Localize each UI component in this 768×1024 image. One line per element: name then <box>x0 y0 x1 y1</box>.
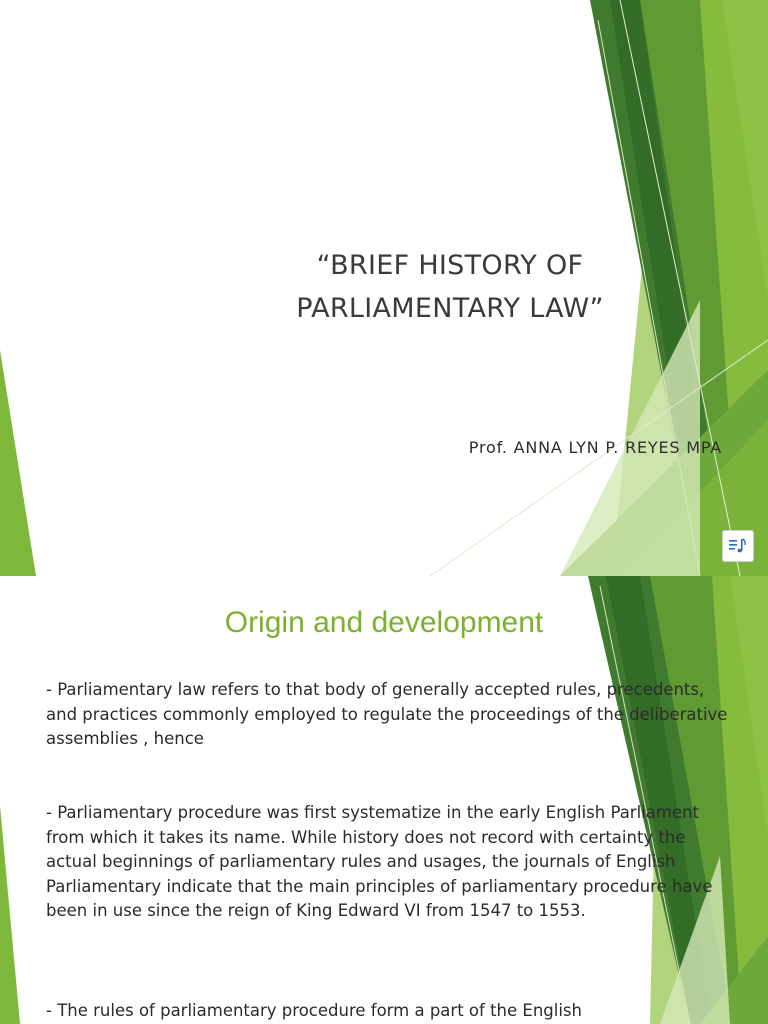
title-line-2: PARLIAMENTARY LAW” <box>296 293 604 324</box>
audio-button[interactable] <box>722 530 754 562</box>
title-line-1: “BRIEF HISTORY OF <box>316 250 584 281</box>
audio-note-icon <box>728 537 748 555</box>
paragraph-rules: - The rules of parliamentary procedure form a part of the English <box>46 1001 582 1020</box>
section-heading: Origin and development <box>224 606 544 639</box>
green-shapes-decoration <box>0 576 768 1024</box>
content-slide <box>0 576 768 1024</box>
author-name: Prof. ANNA LYN P. REYES MPA <box>468 438 722 457</box>
slide-title <box>230 244 670 330</box>
paragraph-definition: - Parliamentary law refers to that body of generally accepted rules, precedents, and practices commonly employed to regulate the proceedings of the deliberative assemblies , hence <box>46 680 728 748</box>
paragraph-history: - Parliamentary procedure was first systematize in the early English Parliament from which it takes its name. While history does not record with certainty the actual beginnings of parliamentary rules and usages, the journals of English Parliamentary indicate that the main principles of parliamentary procedure have been in use since the reign of King Edward VI from 1547 to 1553. <box>46 803 713 920</box>
